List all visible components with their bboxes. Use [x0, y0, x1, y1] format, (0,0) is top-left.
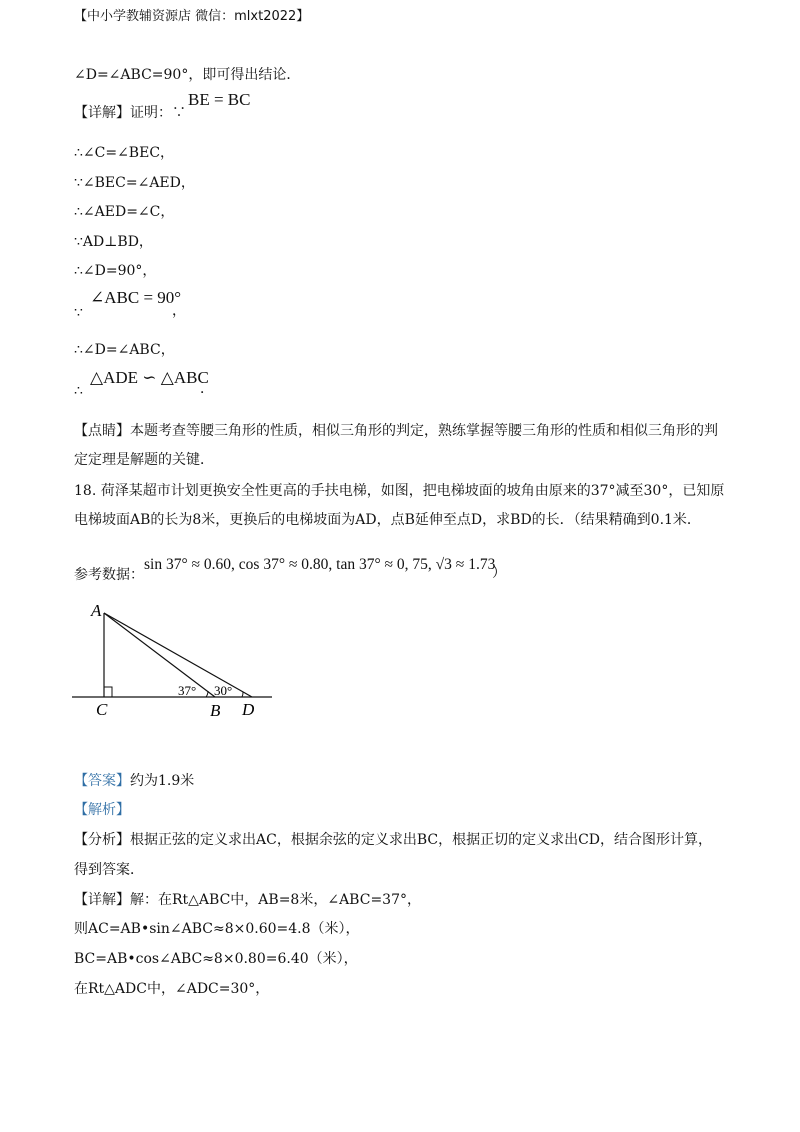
text-line: 【点睛】本题考查等腰三角形的性质，相似三角形的判定，熟练掌握等腰三角形的性质和相似三角形的判 — [74, 423, 718, 439]
text-line: ） — [492, 565, 506, 581]
text-line: ∵AD⊥BD， — [74, 234, 153, 250]
text-line: ∴ — [74, 383, 83, 399]
text-line: 得到答案． — [74, 862, 144, 878]
answer-tag: 【答案】 — [74, 773, 130, 789]
text-line: 参考数据： — [74, 567, 144, 583]
angle-37-label: 37° — [178, 683, 197, 698]
escalator-diagram — [72, 598, 282, 720]
formula: BE = BC — [188, 90, 251, 109]
label-b: B — [210, 701, 221, 720]
formula: △ADE ∽ △ABC — [90, 368, 209, 387]
text-line: ∵ — [74, 305, 83, 321]
text-line: 则AC=AB•sin∠ABC≈8×0.60=4.8（米）， — [74, 921, 360, 937]
text-line: ∴∠D=∠ABC， — [74, 342, 175, 358]
answer-text: 约为1.9米 — [130, 773, 195, 789]
text-line: ． — [200, 381, 214, 397]
text-line: 【详解】解：在Rt△ABC中，AB=8米，∠ABC=37°， — [74, 892, 421, 908]
text-line: 【分析】根据正弦的定义求出AC，根据余弦的定义求出BC，根据正切的定义求出CD，结合图形计算， — [74, 832, 713, 848]
text-line: ∠D=∠ABC=90°，即可得出结论． — [74, 67, 301, 83]
header-note: 【中小学教辅资源店 微信：mlxt2022】 — [74, 9, 310, 24]
formula: sin 37° ≈ 0.60, cos 37° ≈ 0.80, tan 37° ≈ 0, 75, √3 ≈ 1.73 — [144, 556, 496, 573]
text-line: 定定理是解题的关键． — [74, 452, 214, 468]
text-line: 在Rt△ADC中，∠ADC=30°， — [74, 981, 270, 997]
label-d: D — [242, 700, 255, 719]
angle-30-label: 30° — [214, 683, 233, 698]
text-line: ， — [172, 303, 186, 319]
label-a: A — [91, 601, 102, 620]
analysis-tag: 【解析】 — [74, 802, 130, 818]
text-line: 18. 荷泽某超市计划更换安全性更高的手扶电梯，如图，把电梯坡面的坡角由原来的37°减至30°，已知原 — [74, 483, 725, 499]
text-line: BC=AB•cos∠ABC≈8×0.80=6.40（米）， — [74, 951, 358, 967]
text-line: ∵∠BEC=∠AED， — [74, 175, 195, 191]
text-line: 【详解】证明：∵ — [74, 105, 186, 121]
text-line: ∴∠C=∠BEC， — [74, 145, 175, 161]
formula: ∠ABC = 90° — [90, 288, 182, 307]
label-c: C — [96, 700, 108, 719]
text-line: ∴∠D=90°， — [74, 263, 157, 279]
text-line: 电梯坡面AB的长为8米，更换后的电梯坡面为AD，点B延伸至点D，求BD的长．（结果精确到0.1米． — [74, 512, 701, 528]
text-line: ∴∠AED=∠C， — [74, 204, 175, 220]
